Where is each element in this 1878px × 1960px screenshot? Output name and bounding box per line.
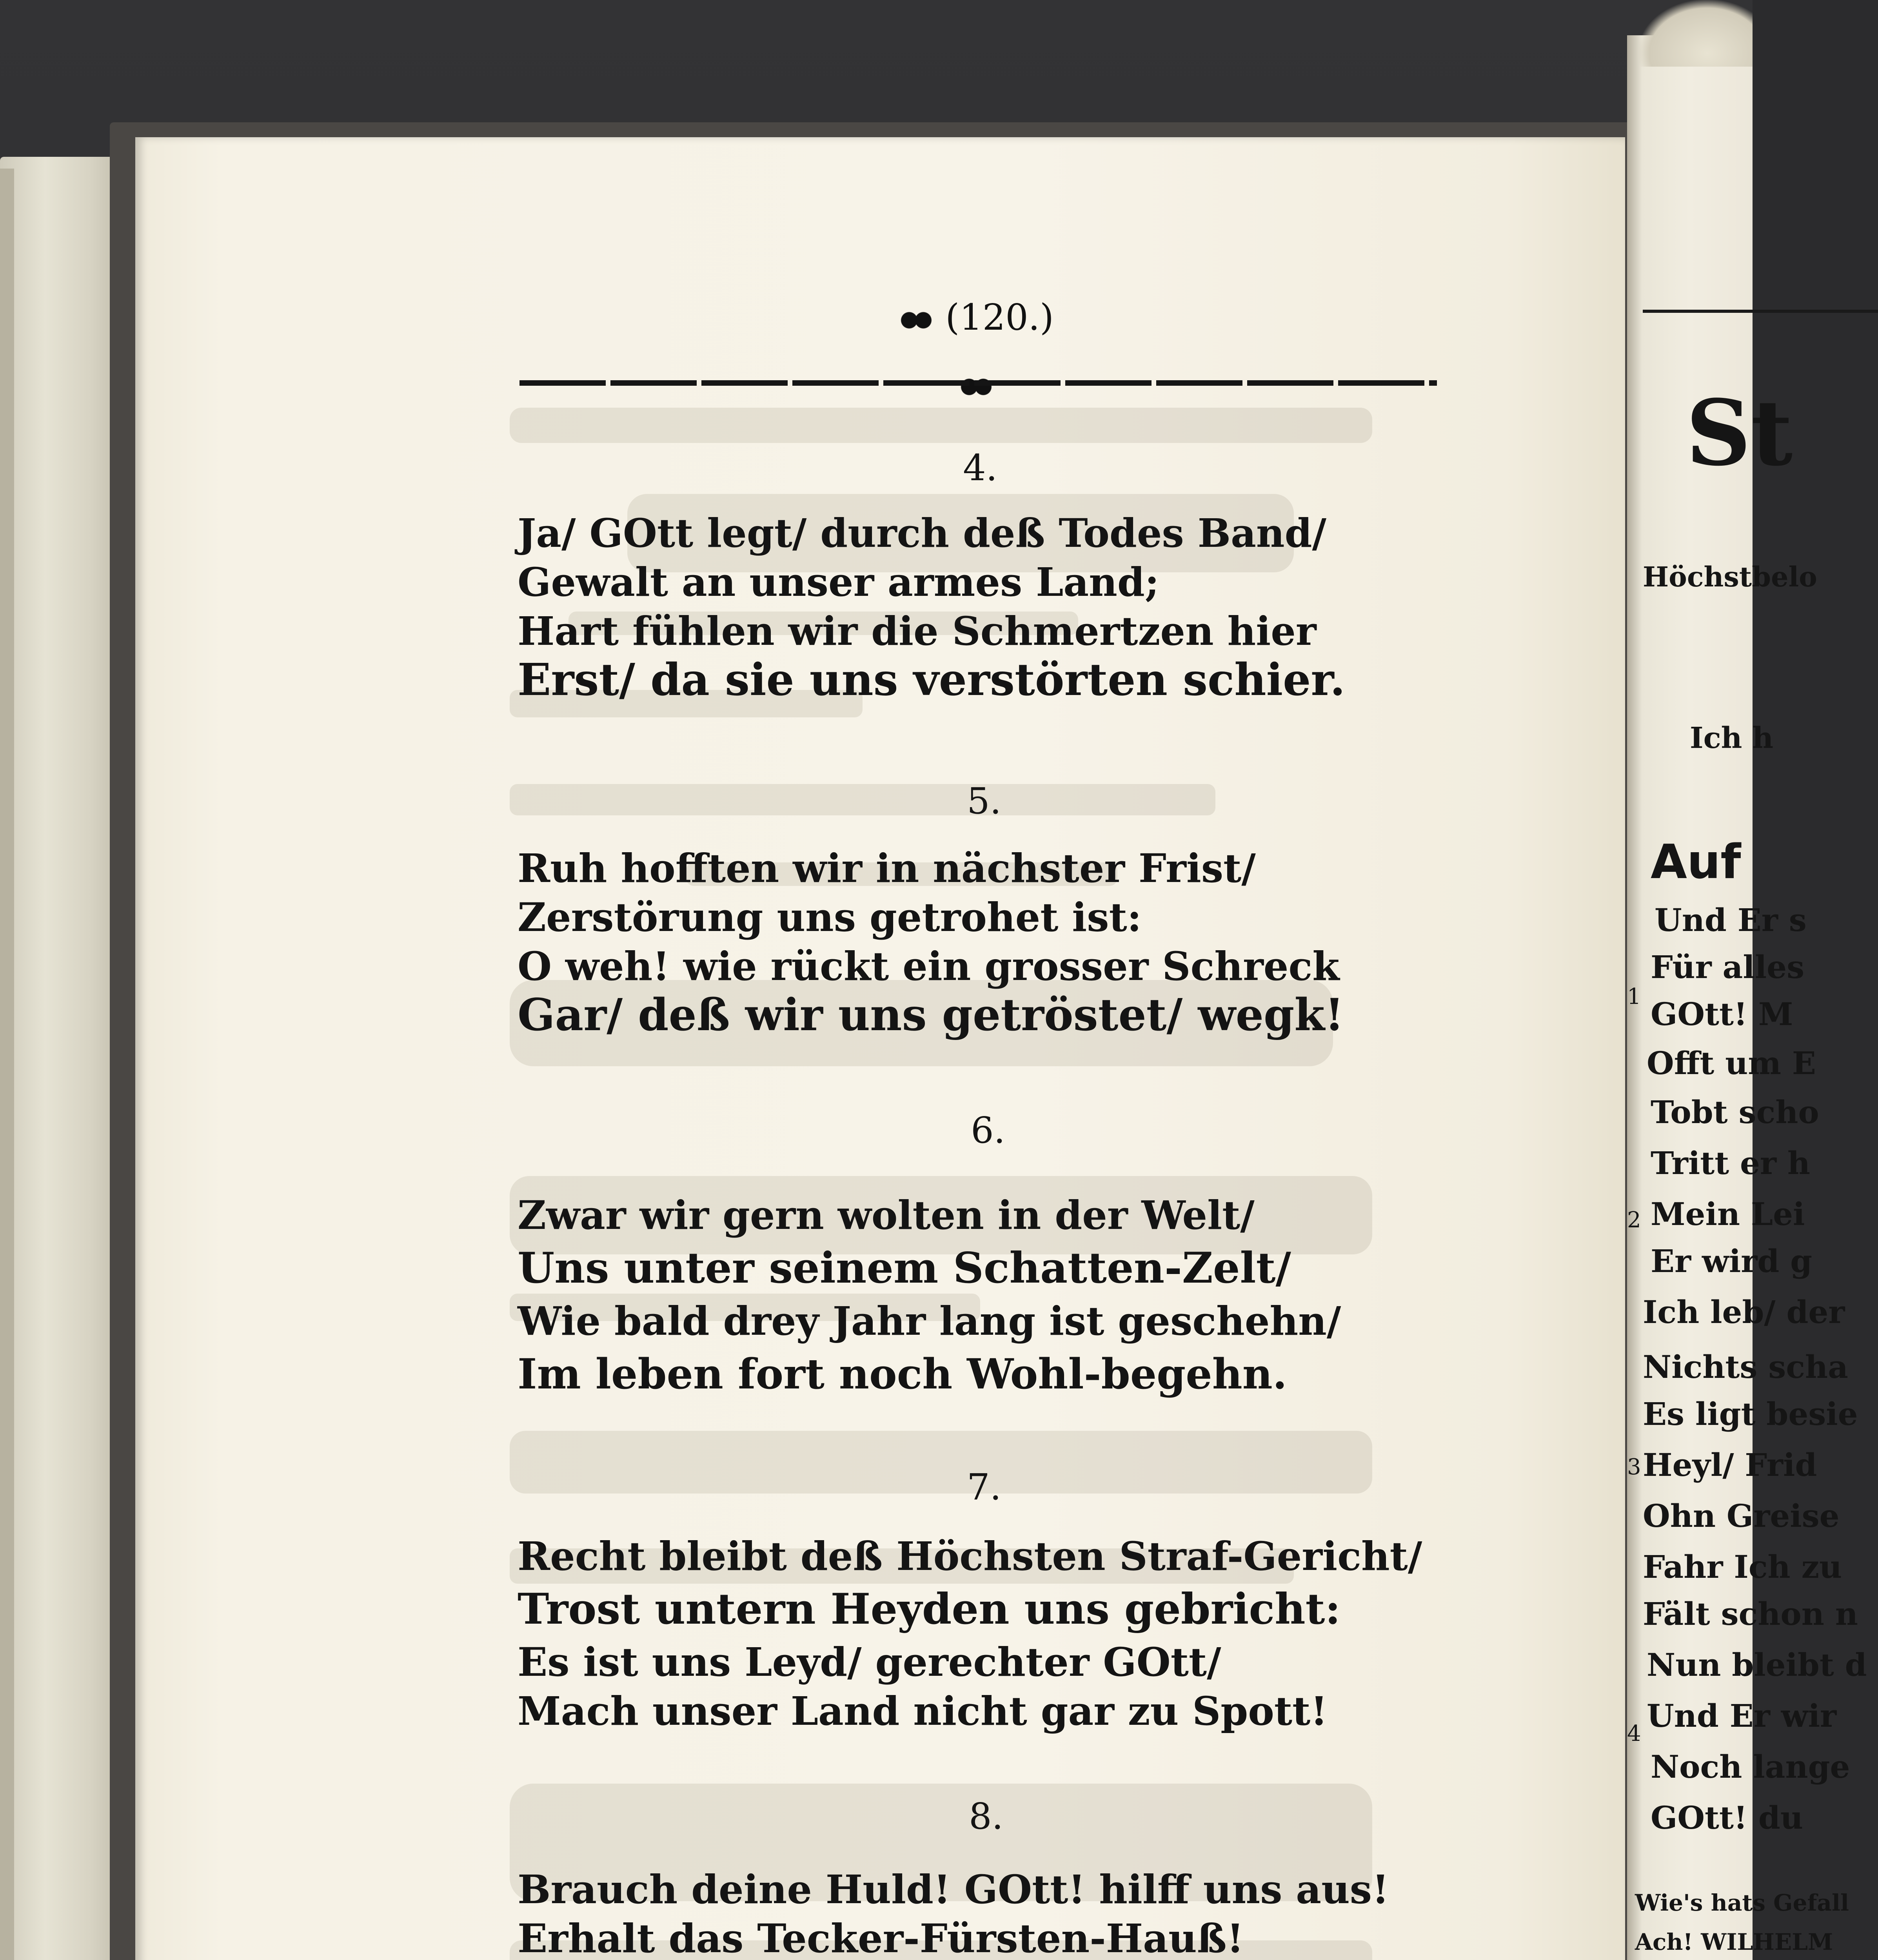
- verse-line: Wie bald drey Jahr lang ist geschehn/: [518, 1298, 1341, 1344]
- verse-line: Hart fühlen wir die Schmertzen hier: [518, 608, 1317, 654]
- facing-verse-fragment: GOtt! M: [1651, 996, 1793, 1033]
- verse-line: Ja/ GOtt legt/ durch deß Todes Band/: [518, 510, 1327, 556]
- verse-line: Zerstörung uns getrohet ist:: [518, 894, 1142, 940]
- header-rule: [519, 380, 1437, 386]
- verse-line: Im leben fort noch Wohl-begehn.: [518, 1349, 1287, 1398]
- strophe-number: 4.: [963, 447, 997, 489]
- strophe-number: 7.: [967, 1466, 1001, 1508]
- facing-page-corner-curl: [1639, 0, 1753, 67]
- verse-line: O weh! wie rückt ein grosser Schreck: [518, 943, 1340, 989]
- facing-verse-fragment: Nun bleibt d: [1647, 1646, 1867, 1683]
- verse-line: Es ist uns Leyd/ gerechter GOtt/: [518, 1639, 1221, 1685]
- ornament-right-icon: [959, 373, 994, 401]
- book-cover-edge: [0, 169, 14, 1960]
- facing-line-fragment: Ich h: [1690, 721, 1774, 755]
- verse-line: Trost untern Heyden uns gebricht:: [518, 1584, 1341, 1634]
- ornament-left-icon: [899, 307, 934, 334]
- facing-verse-fragment: Und Er s: [1655, 902, 1807, 938]
- facing-subtitle-fragment: Höchstbelo: [1643, 561, 1817, 593]
- facing-verse-fragment: Nichts scha: [1643, 1348, 1848, 1385]
- facing-verse-fragment: Ich leb/ der: [1643, 1294, 1845, 1330]
- verse-line: Erst/ da sie uns verstörten schier.: [518, 654, 1346, 706]
- facing-verse-fragment: Er wird g: [1651, 1243, 1813, 1279]
- verse-line: Gar/ deß wir uns getröstet/ wegk!: [518, 989, 1344, 1041]
- facing-footer-fragment: Wie's hats Gefall: [1635, 1889, 1849, 1916]
- verse-line: Mach unser Land nicht gar zu Spott!: [518, 1688, 1328, 1734]
- facing-verse-fragment: Und Er wir: [1647, 1697, 1837, 1734]
- verse-line: Ruh hofften wir in nächster Frist/: [518, 845, 1256, 891]
- facing-verse-fragment: GOtt! du: [1651, 1799, 1803, 1836]
- facing-verse-fragment: Es ligt besie: [1643, 1396, 1858, 1432]
- facing-verse-fragment: Heyl/ Frid: [1643, 1446, 1817, 1483]
- book-page: [135, 137, 1625, 1960]
- verse-line: Zwar wir gern wolten in der Welt/: [518, 1192, 1255, 1238]
- facing-verse-fragment: Noch lange: [1651, 1748, 1850, 1785]
- facing-margin-number: 4: [1627, 1721, 1641, 1746]
- facing-verse-fragment: Mein Lei: [1651, 1196, 1805, 1232]
- facing-title-fragment: St: [1686, 380, 1793, 486]
- facing-page: [1627, 35, 1867, 1960]
- strophe-number: 8.: [969, 1795, 1003, 1837]
- facing-verse-fragment: Auf: [1651, 835, 1741, 889]
- facing-page-rule: [1643, 310, 1878, 313]
- facing-verse-fragment: Fahr Ich zu: [1643, 1548, 1842, 1585]
- facing-margin-number: 2: [1627, 1207, 1641, 1233]
- facing-margin-number: 3: [1627, 1454, 1641, 1480]
- facing-verse-fragment: Fält schon n: [1643, 1595, 1858, 1632]
- facing-margin-number: 1: [1627, 984, 1641, 1009]
- facing-verse-fragment: Offt um E: [1647, 1045, 1816, 1082]
- facing-verse-fragment: Tritt er h: [1651, 1145, 1811, 1181]
- facing-verse-fragment: Tobt scho: [1651, 1094, 1819, 1131]
- facing-verse-fragment: Ohn Greise: [1643, 1497, 1840, 1534]
- facing-verse-fragment: Für alles: [1651, 949, 1805, 985]
- facing-footer-fragment: Ach! WILHELM: [1635, 1929, 1833, 1955]
- strophe-number: 6.: [971, 1109, 1005, 1151]
- page-number: [878, 284, 1074, 351]
- strophe-number: 5.: [967, 780, 1001, 822]
- verse-line: Erhalt das Tecker-Fürsten-Hauß!: [518, 1915, 1244, 1960]
- page-number-text: (120.): [945, 296, 1054, 338]
- verse-line: Recht bleibt deß Höchsten Straf-Gericht/: [518, 1533, 1422, 1579]
- verse-line: Brauch deine Huld! GOtt! hilff uns aus!: [518, 1866, 1389, 1913]
- verse-line: Gewalt an unser armes Land;: [518, 559, 1159, 605]
- verse-line: Uns unter seinem Schatten-Zelt/: [518, 1243, 1291, 1293]
